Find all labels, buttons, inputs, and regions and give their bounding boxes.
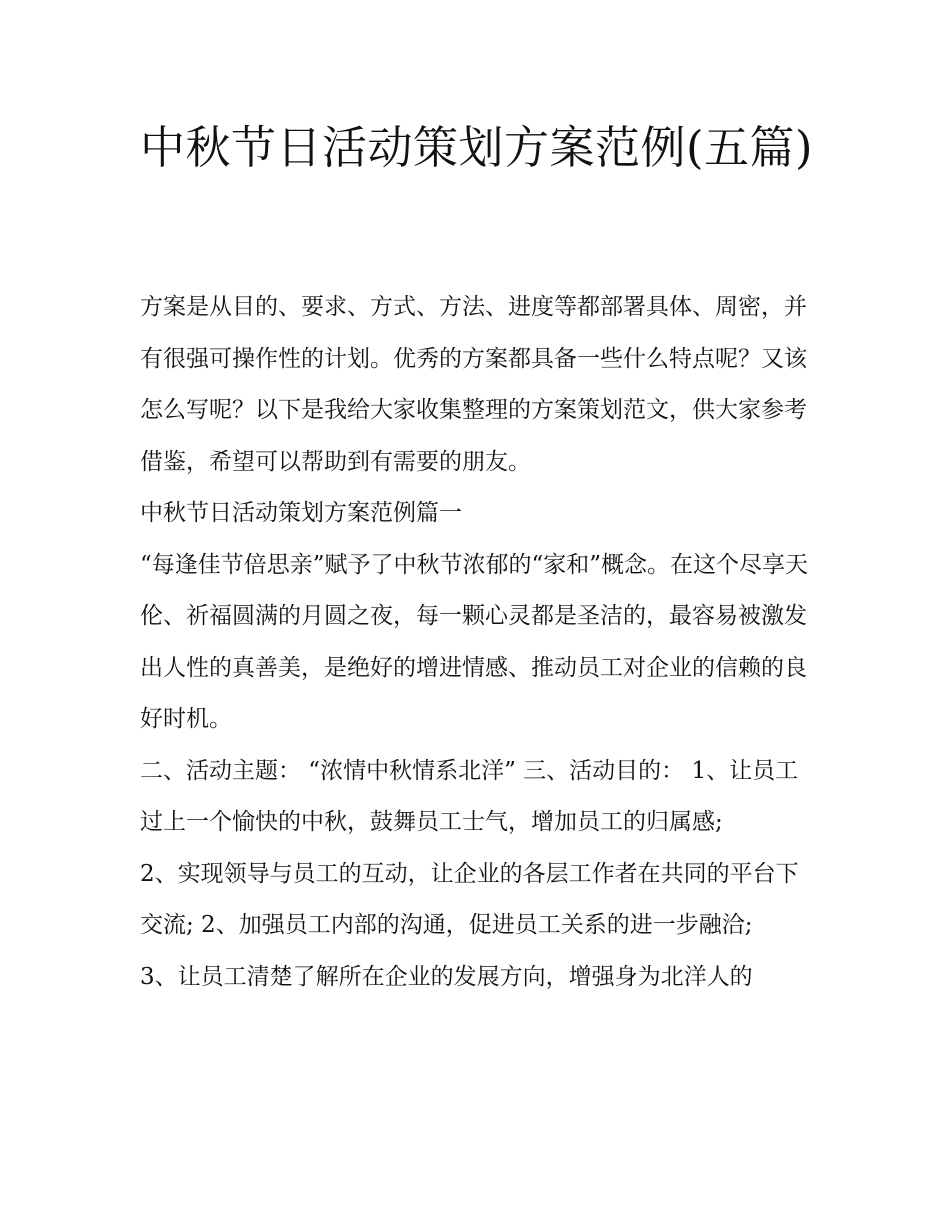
document-title: 中秋节日活动策划方案范例(五篇) xyxy=(140,121,814,174)
intro-paragraph: 方案是从目的、要求、方式、方法、进度等都部署具体、周密，并有很强可操作性的计划。优秀的方案都具备一些什么特点呢？又该怎么写呢？以下是我给大家收集整理的方案策划范文，供大家参考借鉴，希望可以帮助到有需要的朋友。 xyxy=(140,294,807,475)
goal-2-paragraph: 2、实现领导与员工的互动，让企业的各层工作者在共同的平台下交流; 2、加强员工内部的沟通，促进员工关系的进一步融洽; xyxy=(140,860,799,938)
section-heading: 中秋节日活动策划方案范例篇一 xyxy=(140,500,462,526)
goal-3-paragraph: 3、让员工清楚了解所在企业的发展方向，增强身为北洋人的 xyxy=(140,963,753,990)
theme-and-goals-paragraph: 二、活动主题： “浓情中秋情系北洋” 三、活动目的： 1、让员工过上一个愉快的中秋，鼓舞员工士气，增加员工的归属感; xyxy=(140,757,799,835)
document-body xyxy=(140,282,820,1003)
background-paragraph: “每逢佳节倍思亲”赋予了中秋节浓郁的“家和”概念。在这个尽享天伦、祈福圆满的月圆之夜，每一颗心灵都是圣洁的，最容易被激发出人性的真善美，是绝好的增进情感、推动员工对企业的信赖的良好时机。 xyxy=(140,551,809,732)
